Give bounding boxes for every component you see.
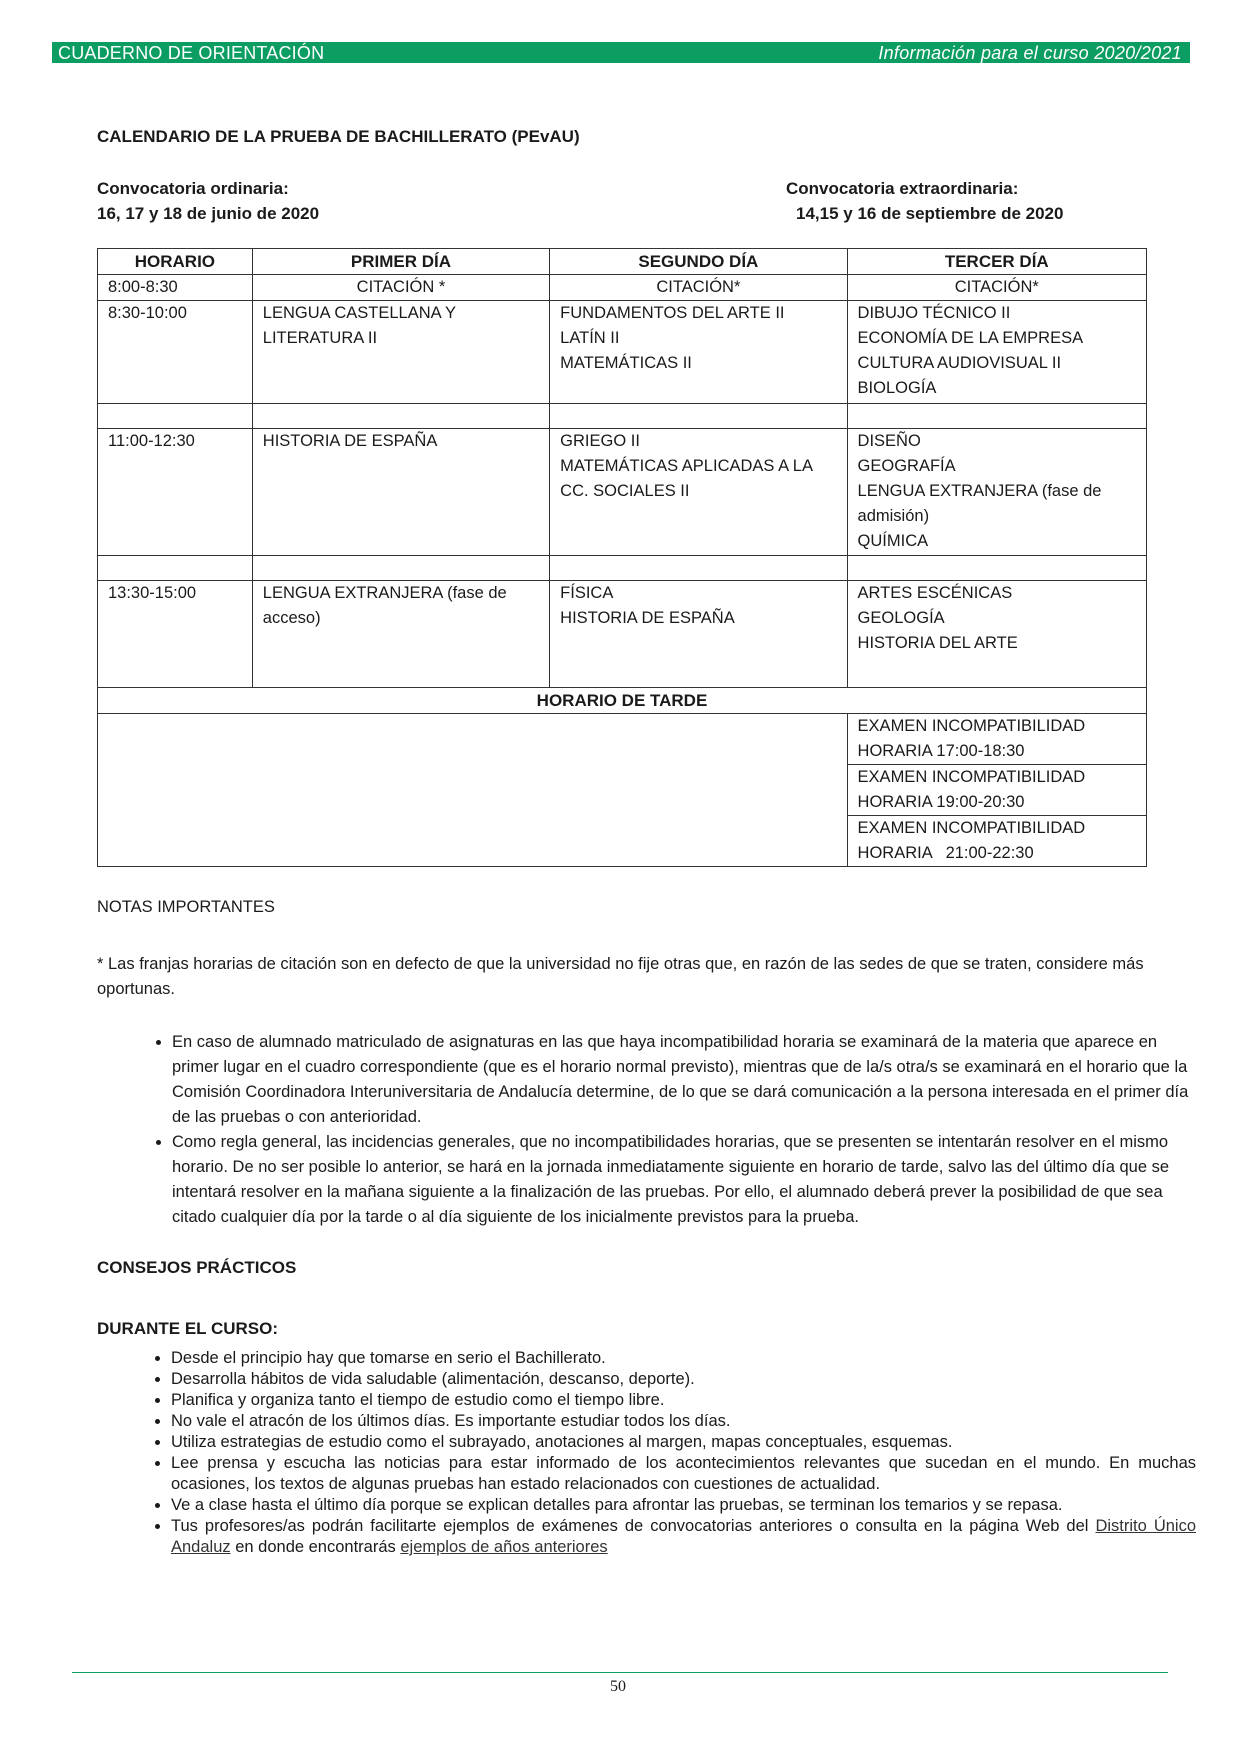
header-segundo-dia: SEGUNDO DÍA: [550, 249, 847, 275]
durante-list: [150, 1348, 1196, 1558]
header-course: Información para el curso 2020/2021: [878, 43, 1182, 63]
tarde-exam: EXAMEN INCOMPATIBILIDAD HORARIA 19:00-20:30: [847, 765, 1146, 816]
header-bar: [52, 42, 1190, 63]
list-item: • Planifica y organiza tanto el tiempo de estudio como el tiempo libre.: [171, 1390, 1196, 1411]
header-title: CUADERNO DE ORIENTACIÓN: [58, 43, 325, 63]
notes-list: [120, 1030, 1202, 1230]
list-item: • Utiliza estrategias de estudio como el subrayado, anotaciones al margen, mapas conceptuales, esquemas.: [171, 1432, 1196, 1453]
list-item: • Desarrolla hábitos de vida saludable (alimentación, descanso, deporte).: [171, 1369, 1196, 1390]
citacion-day3: CITACIÓN*: [847, 275, 1146, 301]
list-item: • Como regla general, las incidencias generales, que no incompatibilidades horarias, que se presenten se intentarán resolver en el mismo horario. De no ser posible lo anterior, se hará en la jornada inmediatamente siguiente en horario de tarde, salvo las del último día que se intentará resolver en la mañana siguiente a la finalización de las pruebas. Por ello, el alumnado deberá prever la posibilidad de que sea citado cualquier día por la tarde o al día siguiente de los inicialmente previstos para la prueba.: [172, 1130, 1202, 1230]
list-item: • Ve a clase hasta el último día porque se explican detalles para afrontar las pruebas, se terminan los temarios y se repasa.: [171, 1495, 1196, 1516]
slot-time: 13:30-15:00: [98, 581, 253, 688]
ejemplos-link[interactable]: ejemplos de años anteriores: [400, 1538, 608, 1556]
slot-day1: LENGUA CASTELLANA Y LITERATURA II: [252, 301, 549, 404]
durante-title: DURANTE EL CURSO:: [97, 1319, 279, 1338]
table-row: [98, 429, 1147, 556]
convocatoria-extraordinaria: [786, 176, 1063, 226]
schedule-table: [97, 248, 1147, 867]
slot-day1: HISTORIA DE ESPAÑA: [252, 429, 549, 556]
consejos-title: CONSEJOS PRÁCTICOS: [97, 1258, 297, 1277]
header-horario: HORARIO: [98, 249, 253, 275]
notes-title: NOTAS IMPORTANTES: [97, 898, 275, 916]
citacion-day1: CITACIÓN *: [252, 275, 549, 301]
citacion-row: [98, 275, 1147, 301]
spacer-row: [98, 556, 1147, 581]
citacion-time: 8:00-8:30: [98, 275, 253, 301]
slot-day3: DISEÑO GEOGRAFÍA LENGUA EXTRANJERA (fase de admisión) QUÍMICA: [847, 429, 1146, 556]
list-item: • Lee prensa y escucha las noticias para estar informado de los acontecimientos relevantes que sucedan en el mundo. En muchas ocasiones, los textos de algunas pruebas han estado relacionados con cuestiones de actualidad.: [171, 1453, 1196, 1495]
convocatoria-ordinaria: [97, 176, 319, 226]
citacion-day2: CITACIÓN*: [550, 275, 847, 301]
slot-day2: GRIEGO II MATEMÁTICAS APLICADAS A LA CC. SOCIALES II: [550, 429, 847, 556]
header-primer-dia: PRIMER DÍA: [252, 249, 549, 275]
tarde-empty: [98, 714, 848, 867]
spacer-row: [98, 404, 1147, 429]
table-header-row: [98, 249, 1147, 275]
tarde-exam: EXAMEN INCOMPATIBILIDAD HORARIA 17:00-18:30: [847, 714, 1146, 765]
footer-divider: [72, 1672, 1168, 1673]
list-item: • Tus profesores/as podrán facilitarte ejemplos de exámenes de convocatorias anteriores o consulta en la página Web del Distrito Único Andaluz en donde encontrarás ejemplos de años anteriores: [171, 1516, 1196, 1558]
slot-time: 8:30-10:00: [98, 301, 253, 404]
slot-time: 11:00-12:30: [98, 429, 253, 556]
slot-day3: DIBUJO TÉCNICO II ECONOMÍA DE LA EMPRESA CULTURA AUDIOVISUAL II BIOLOGÍA: [847, 301, 1146, 404]
extra-date: 14,15 y 16 de septiembre de 2020: [796, 204, 1064, 223]
slot-day3: ARTES ESCÉNICAS GEOLOGÍA HISTORIA DEL ARTE: [847, 581, 1146, 688]
list-item: • En caso de alumnado matriculado de asignaturas en las que haya incompatibilidad horaria se examinará de la materia que aparece en primer lugar en el cuadro correspondiente (que es el horario normal previsto), mientras que de la/s otra/s se examinará en el horario que la Comisión Coordinadora Interuniversitaria de Andalucía determine, de lo que se dará comunicación a la persona interesada en el primer día de las pruebas o con anterioridad.: [172, 1030, 1202, 1130]
page-title: CALENDARIO DE LA PRUEBA DE BACHILLERATO (PEvAU): [97, 127, 580, 146]
extra-label: Convocatoria extraordinaria:: [786, 179, 1019, 198]
table-row: [98, 301, 1147, 404]
slot-day1: LENGUA EXTRANJERA (fase de acceso): [252, 581, 549, 688]
header-tercer-dia: TERCER DÍA: [847, 249, 1146, 275]
slot-day2: FÍSICA HISTORIA DE ESPAÑA: [550, 581, 847, 688]
distrito-unico-link[interactable]: Distrito Único Andaluz: [171, 1517, 1196, 1556]
tarde-header-row: [98, 688, 1147, 714]
slot-day2: FUNDAMENTOS DEL ARTE II LATÍN II MATEMÁTICAS II: [550, 301, 847, 404]
table-row: [98, 581, 1147, 688]
list-item: • No vale el atracón de los últimos días. Es importante estudiar todos los días.: [171, 1411, 1196, 1432]
tarde-row: [98, 714, 1147, 765]
ordinaria-label: Convocatoria ordinaria:: [97, 179, 289, 198]
ordinaria-date: 16, 17 y 18 de junio de 2020: [97, 204, 320, 223]
tarde-label: HORARIO DE TARDE: [98, 688, 1147, 714]
page-number: 50: [610, 1678, 626, 1695]
tarde-exam: EXAMEN INCOMPATIBILIDAD HORARIA 21:00-22:30: [847, 816, 1146, 867]
note-star: * Las franjas horarias de citación son en defecto de que la universidad no fije otras que, en razón de las sedes de que se traten, considere más oportunas.: [97, 955, 1144, 998]
list-item: • Desde el principio hay que tomarse en serio el Bachillerato.: [171, 1348, 1196, 1369]
